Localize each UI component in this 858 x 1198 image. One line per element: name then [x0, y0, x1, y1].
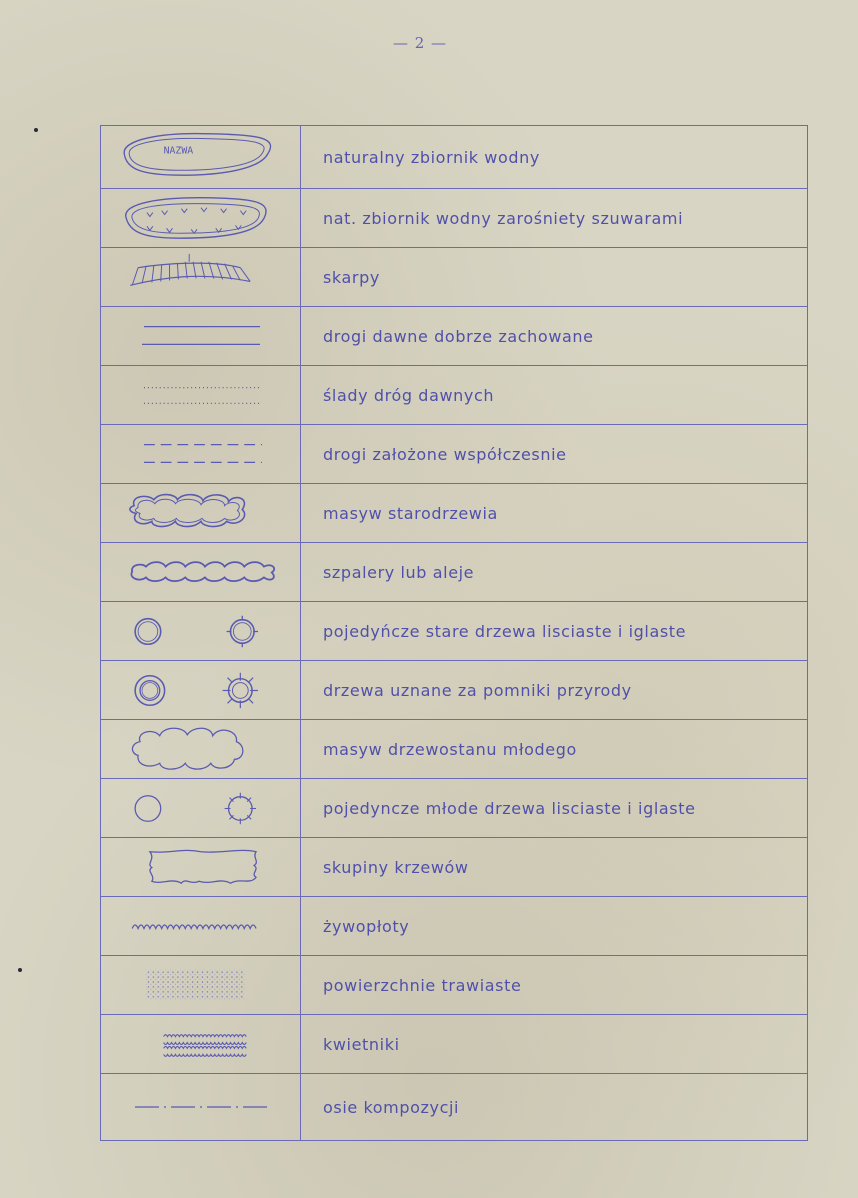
young-single-trees-icon: [101, 779, 301, 837]
legend-label: skarpy: [323, 267, 380, 287]
legend-label: pojedyncze młode drzewa lisciaste i iglaste: [323, 798, 696, 818]
legend-label: żywopłoty: [323, 916, 410, 936]
old-road-icon: [101, 307, 301, 365]
legend-label: drzewa uznane za pomniki przyrody: [323, 680, 632, 700]
legend-row: [101, 543, 807, 602]
legend-label: drogi dawne dobrze zachowane: [323, 326, 594, 346]
legend-label: drogi założone współczesnie: [323, 444, 567, 464]
legend-row: [101, 956, 807, 1015]
shrub-group-icon: [101, 838, 301, 896]
overgrown-water-body-icon: [101, 189, 301, 247]
old-road-traces-icon: [101, 366, 301, 424]
margin-mark: [18, 968, 22, 972]
page-number: — 2 —: [392, 34, 448, 52]
legend-row: [101, 720, 807, 779]
legend-row: [101, 661, 807, 720]
legend-row: [101, 126, 807, 189]
legend-label: pojedyńcze stare drzewa lisciaste i iglaste: [323, 621, 687, 641]
legend-label: osie kompozycji: [323, 1097, 460, 1117]
flower-bed-icon: [101, 1015, 301, 1073]
legend-row: [101, 307, 807, 366]
legend-row: [101, 248, 807, 307]
legend-row: [101, 779, 807, 838]
legend-row: [101, 425, 807, 484]
water-body-name-label: NAZWA: [163, 145, 194, 157]
young-tree-mass-icon: [101, 720, 301, 778]
water-body-icon: [101, 126, 301, 188]
legend-row: [101, 484, 807, 543]
legend-label: masyw drzewostanu młodego: [323, 739, 577, 759]
natural-monument-trees-icon: [101, 661, 301, 719]
legend-row: [101, 838, 807, 897]
legend-row: [101, 897, 807, 956]
legend-label: powierzchnie trawiaste: [323, 975, 522, 995]
legend-label: skupiny krzewów: [323, 857, 469, 877]
legend-table: [100, 125, 808, 1141]
hedge-icon: [101, 897, 301, 955]
legend-label: masyw starodrzewia: [323, 503, 498, 523]
margin-mark: [34, 128, 38, 132]
legend-label: nat. zbiornik wodny zarośniety szuwarami: [323, 208, 684, 228]
grass-area-icon: [101, 956, 301, 1014]
legend-row: [101, 366, 807, 425]
tree-row-icon: [101, 543, 301, 601]
composition-axis-icon: [101, 1074, 301, 1140]
legend-row: [101, 1015, 807, 1074]
legend-label: ślady dróg dawnych: [323, 385, 495, 405]
legend-row: [101, 189, 807, 248]
legend-row: [101, 1074, 807, 1140]
modern-road-icon: [101, 425, 301, 483]
legend-label: kwietniki: [323, 1034, 400, 1054]
legend-label: szpalery lub aleje: [323, 562, 475, 582]
old-single-trees-icon: [101, 602, 301, 660]
legend-label: naturalny zbiornik wodny: [323, 147, 540, 167]
legend-row: [101, 602, 807, 661]
old-tree-mass-icon: [101, 484, 301, 542]
slope-icon: [101, 248, 301, 306]
